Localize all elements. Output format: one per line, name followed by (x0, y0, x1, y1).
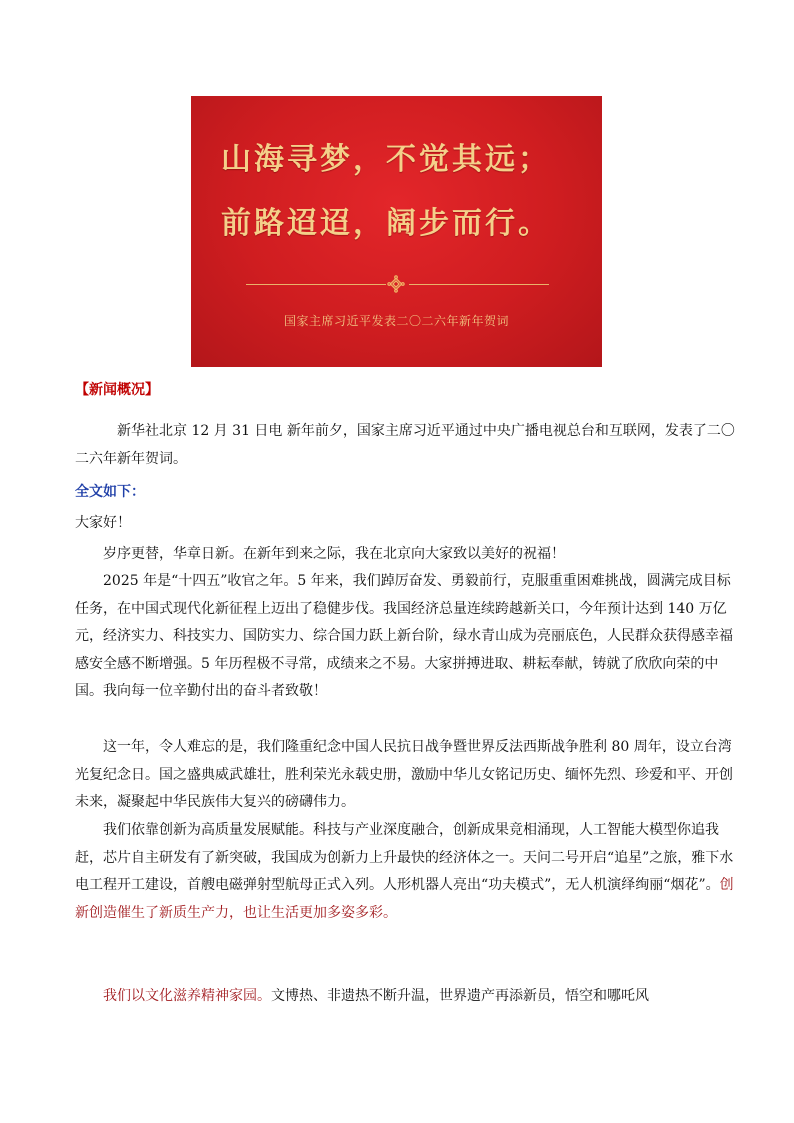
paragraph-4-text: 我们依靠创新为高质量发展赋能。科技与产业深度融合，创新成果竞相涌现，人工智能大模型你追我赶，芯片自主研发有了新突破，我国成为创新力上升最快的经济体之一。天问二号开启“追星”之旅，雅下水电工程开工建设，首艘电磁弹射型航母正式入列。人形机器人亮出“功夫模式”，无人机演绎绚丽“烟花”。 (75, 822, 734, 893)
chinese-knot-icon (387, 275, 405, 293)
paragraph-4-highlight: 创新创造催生了新质生产力，也让生活更加多姿多彩。 (75, 877, 734, 921)
banner-divider-left (246, 284, 386, 285)
paragraph-5-text: 文博热、非遗热不断升温，世界遗产再添新员，悟空和哪吒风 (271, 988, 649, 1004)
fulltext-label: 全文如下： (75, 484, 145, 500)
paragraph-5-highlight: 我们以文化滋养精神家园。 (103, 988, 271, 1004)
banner-caption: 国家主席习近平发表二〇二六年新年贺词 (283, 314, 509, 328)
banner-line-1: 山海寻梦，不觉其远； (221, 142, 551, 177)
section-title: 【新闻概况】 (75, 382, 159, 398)
banner-line-2: 前路迢迢，阔步而行。 (221, 206, 551, 241)
paragraph-4 (75, 817, 735, 927)
paragraph-5 (75, 983, 735, 1011)
paragraph-2: 2025 年是“十四五”收官之年。5 年来，我们踔厉奋发、勇毅前行，克服重重困难挑战，圆满完成目标任务，在中国式现代化新征程上迈出了稳健步伐。我国经济总量连续跨越新关口，今年预计达到 140 万亿元，经济实力、科技实力、国防实力、综合国力跃上新台阶，绿水青山成为亮丽底色，人民群众获得感幸福感安全感不断增强。5 年历程极不寻常，成绩来之不易。大家拼搏进取、耕耘奉献，铸就了欣欣向荣的中国。我向每一位辛勤付出的奋斗者致敬！ (75, 573, 733, 699)
greeting: 大家好！ (75, 515, 131, 531)
banner-image (191, 96, 602, 367)
banner-divider-right (409, 284, 549, 285)
paragraph-1: 岁序更替，华章日新。在新年到来之际，我在北京向大家致以美好的祝福！ (103, 546, 565, 562)
paragraph-3: 这一年，令人难忘的是，我们隆重纪念中国人民抗日战争暨世界反法西斯战争胜利 80 周年，设立台湾光复纪念日。国之盛典威武雄壮，胜利荣光永载史册，激励中华儿女铭记历史、缅怀先烈、珍爱和平、开创未来，凝聚起中华民族伟大复兴的磅礴伟力。 (75, 739, 733, 810)
news-lead-paragraph: 新华社北京 12 月 31 日电 新年前夕，国家主席习近平通过中央广播电视总台和互联网，发表了二〇二六年新年贺词。 (75, 423, 735, 467)
